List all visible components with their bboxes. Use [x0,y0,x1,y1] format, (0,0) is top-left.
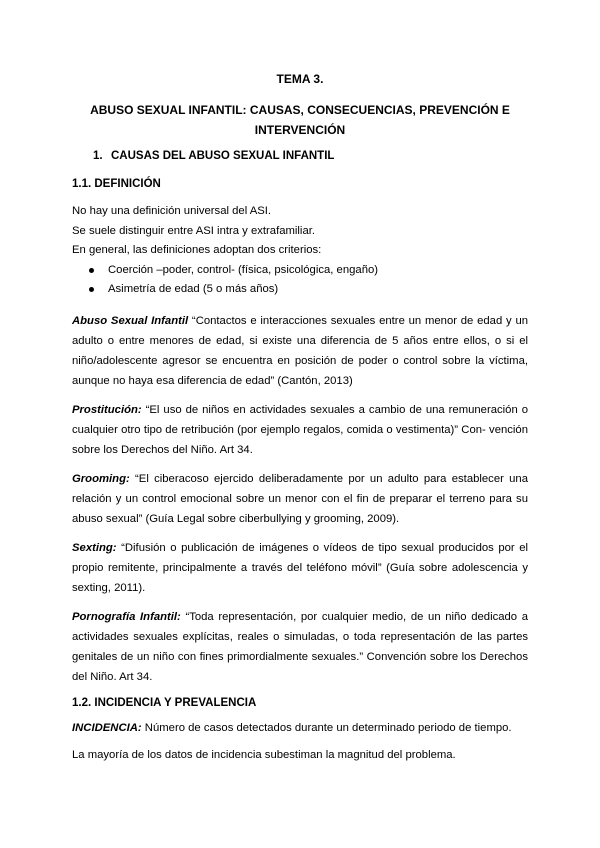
section-1-title: CAUSAS DEL ABUSO SEXUAL INFANTIL [111,150,335,162]
definition-term: Sexting: [72,541,117,554]
definition-sexting [72,538,528,598]
criteria-item: Coerción –poder, control- (física, psicológica, engaño) [72,261,528,281]
definition-term: Abuso Sexual Infantil [72,314,189,327]
criteria-item: Asimetría de edad (5 o más años) [72,280,528,300]
intro-line: No hay una definición universal del ASI. [72,205,272,217]
definition-abuso [72,311,528,391]
incidencia-definition [72,719,528,739]
section-1-heading [93,150,528,162]
incidencia-text: Número de casos detectados durante un determinado periodo de tiempo. [141,721,512,734]
definition-text: “Difusión o publicación de imágenes o vídeos de tipo sexual producidos por el propio remitente, principalmente a través del teléfono móvil” (Guía sobre adolescencia y sexting, 2011). [72,541,528,594]
definition-term: Grooming: [72,472,130,485]
section-1-number: 1. [93,150,103,162]
definition-grooming [72,469,528,529]
definition-term: Prostitución: [72,403,142,416]
intro-line: En general, las definiciones adoptan dos criterios: [72,244,322,256]
closing-line: La mayoría de los datos de incidencia subestiman la magnitud del problema. [72,749,456,761]
definition-text: “Toda representación, por cualquier medio, de un niño dedicado a actividades sexuales explícitas, reales o simuladas, o toda representación de las partes genitales de un niño con fines primordialmente sexuales.” Convención sobre los Derechos del Niño. Art 34. [72,610,528,683]
definition-term: Pornografía Infantil: [72,610,181,623]
definition-text: “El uso de niños en actividades sexuales a cambio de una remuneración o cualquier otro tipo de retribución (por ejemplo regalos, comida o vestimenta)” Con- vención sobre los Derechos del Niño. Art 34. [72,403,528,456]
main-title: ABUSO SEXUAL INFANTIL: CAUSAS, CONSECUENCIAS, PREVENCIÓN E INTERVENCIÓN [90,103,510,137]
definition-text: “Contactos e interacciones sexuales entre un menor de edad y un adulto o entre menores de edad, si existe una diferencia de 5 años entre ellos, o si el niño/adolescente agresor se encuentra en posición de poder o control sobre la víctima, aunque no haya esa diferencia de edad” (Cantón, 2013) [72,314,529,387]
document-page [72,72,528,766]
intro-line: Se suele distinguir entre ASI intra y extrafamiliar. [72,224,315,237]
definition-text: “El ciberacoso ejercido deliberadamente por un adulto para establecer una relación y un control emocional sobre un menor con el fin de preparar el terreno para su abuso sexual” (Guía Legal sobre ciberbullying y grooming, 2009). [72,472,528,525]
criteria-list [72,261,528,300]
tema-heading: TEMA 3. [276,72,324,86]
subsection-definicion: 1.1. DEFINICIÓN [72,178,161,190]
subsection-incidencia: 1.2. INCIDENCIA Y PREVALENCIA [72,696,257,709]
definition-pornografia [72,607,528,687]
definition-prostitucion [72,400,528,460]
incidencia-term: INCIDENCIA: [72,721,142,734]
